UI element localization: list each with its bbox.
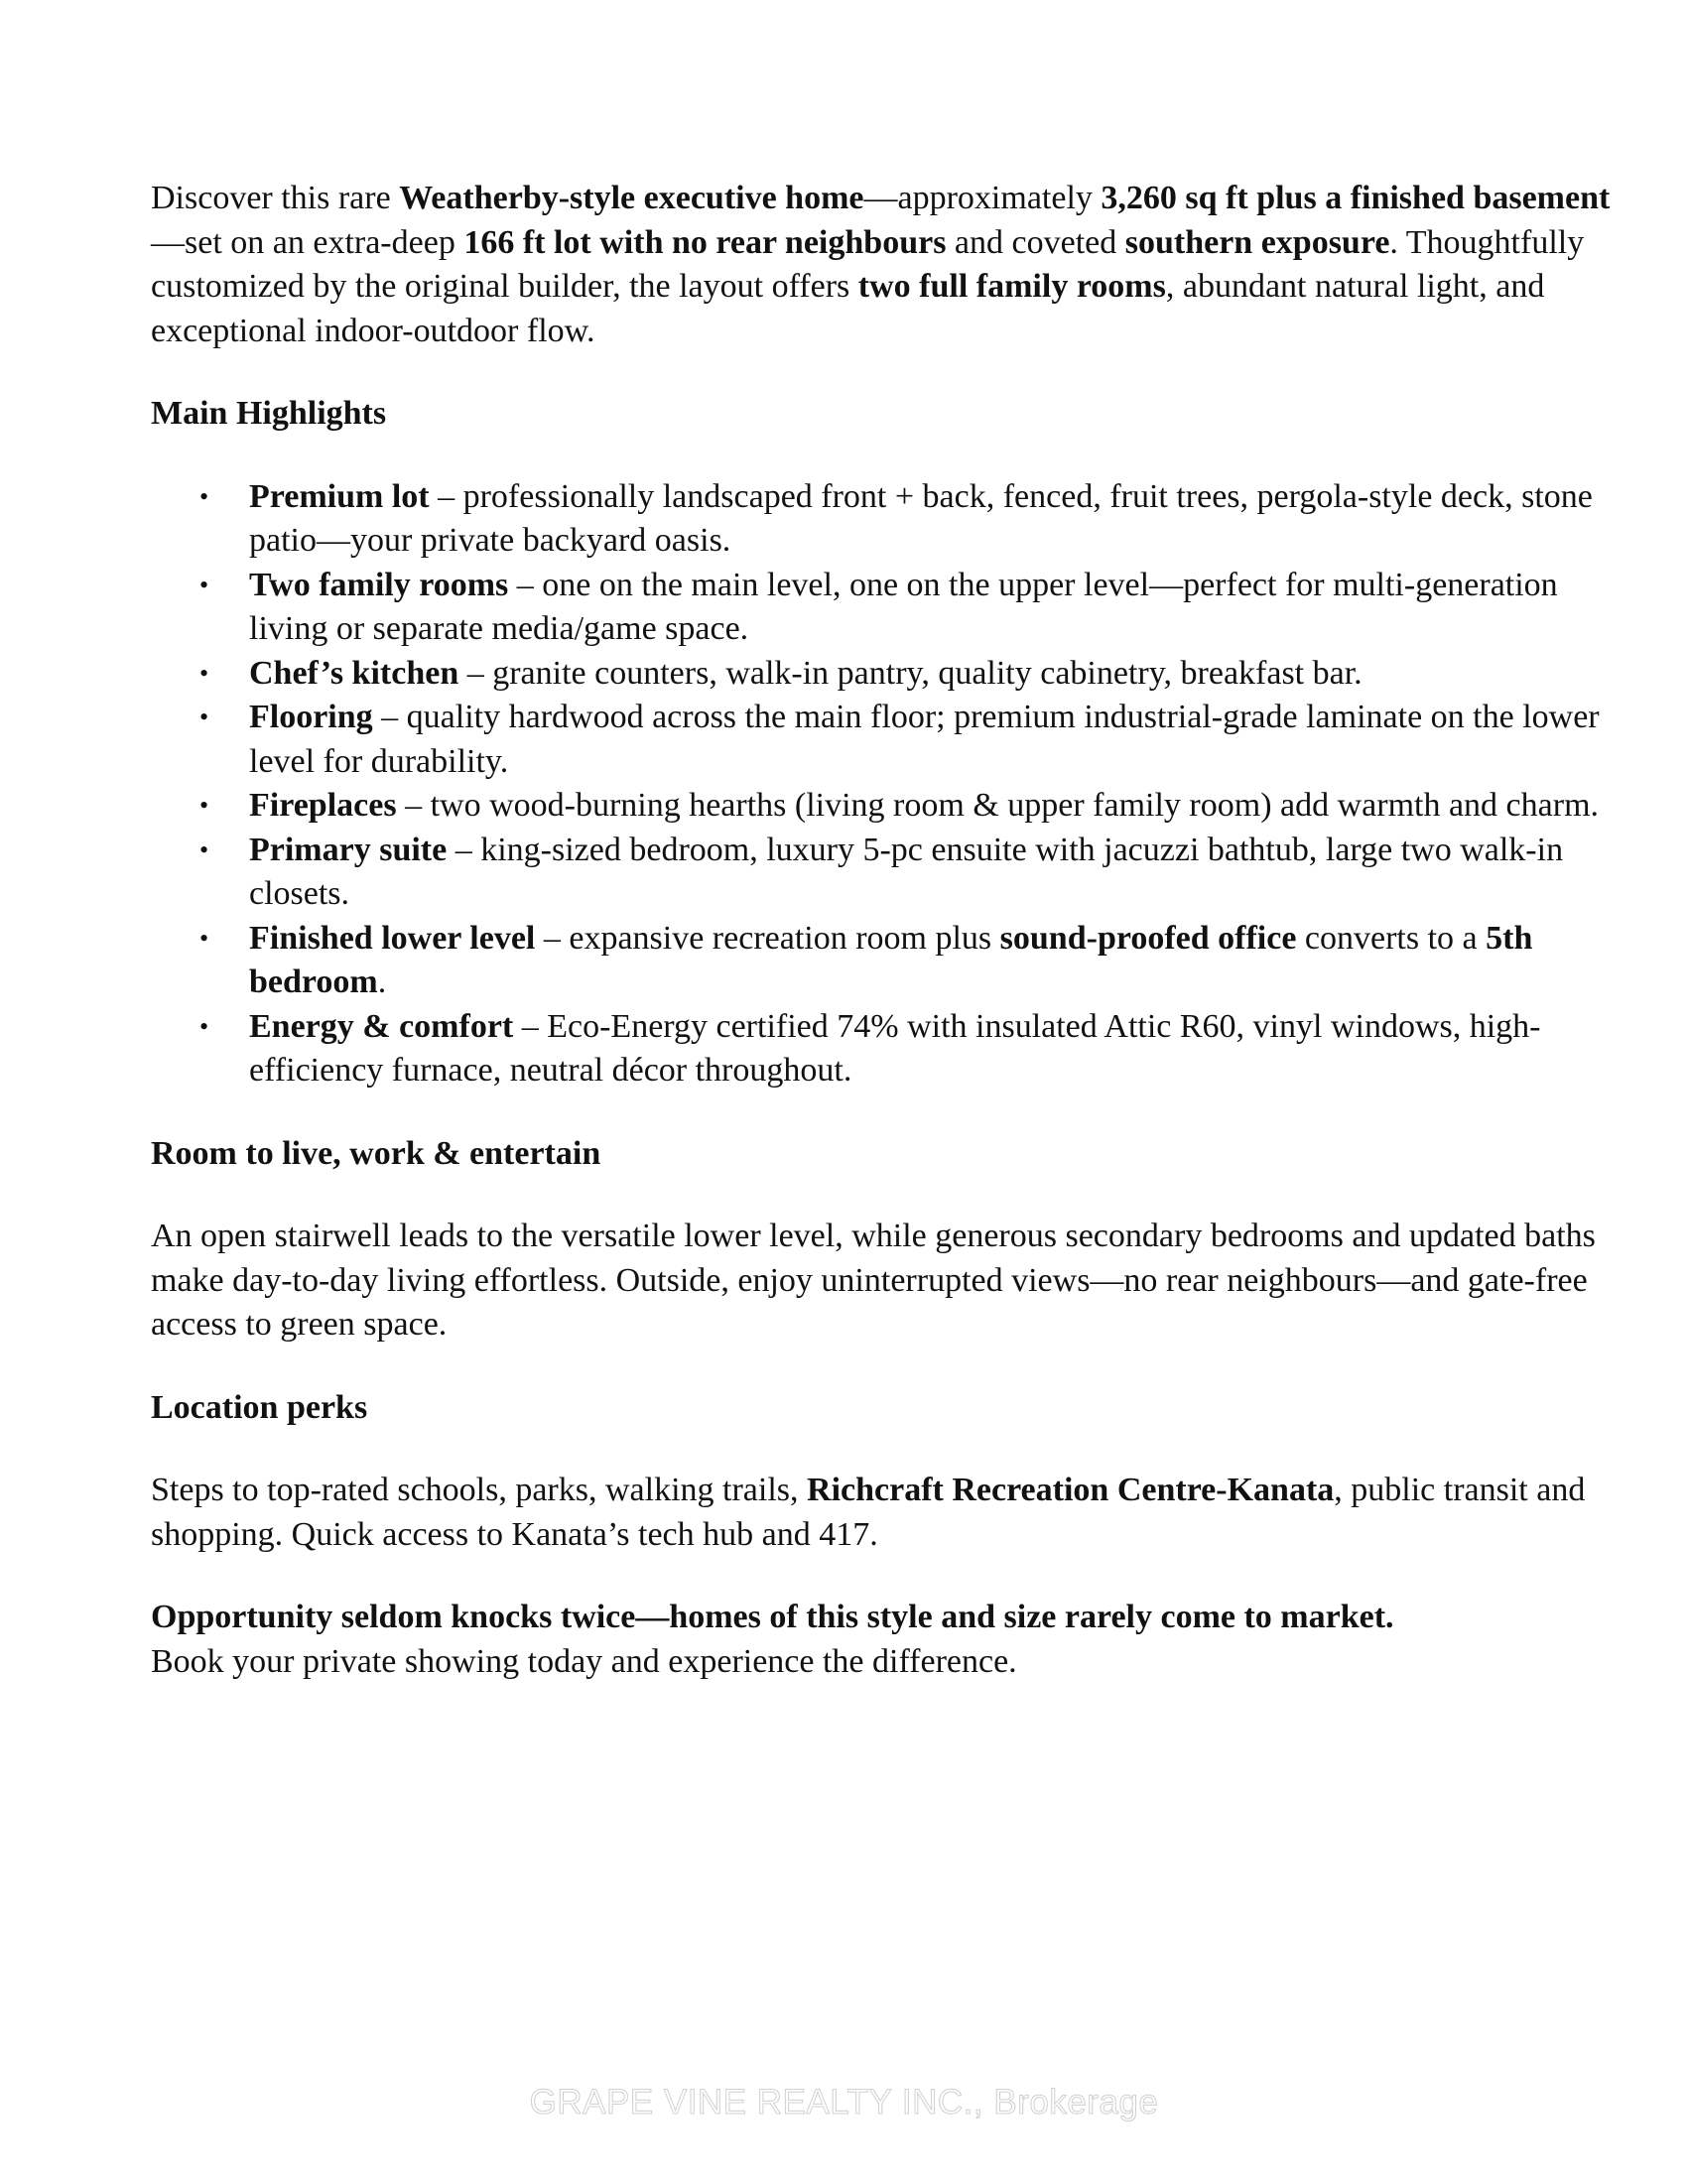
list-item <box>249 696 1629 784</box>
highlight-text: . <box>377 964 387 1000</box>
list-item <box>249 917 1629 1005</box>
intro-bold-family-rooms: two full family rooms <box>857 268 1166 305</box>
intro-bold-lot: 166 ft lot with no rear neighbours <box>463 223 947 261</box>
intro-bold-style: Weatherby-style executive home <box>399 180 864 216</box>
section-heading-live: Room to live, work & entertain <box>151 1134 601 1172</box>
list-item <box>249 829 1629 917</box>
closing-paragraph <box>151 1596 1629 1684</box>
list-item <box>249 564 1629 652</box>
highlight-title: Chef’s kitchen <box>249 654 459 692</box>
intro-text: , abundant natural light, and exceptional indoor-outdoor flow. <box>151 268 1545 349</box>
highlight-text: – professionally landscaped front + back, fenced, fruit trees, pergola-style deck, stone patio—your private backyard oasis. <box>249 477 1593 559</box>
list-item <box>249 475 1629 564</box>
list-item <box>249 784 1629 829</box>
highlight-title: Two family rooms <box>249 566 509 603</box>
highlight-text: – two wood-burning hearths (living room & upper family room) add warmth and charm. <box>396 787 1600 824</box>
section-heading-location: Location perks <box>151 1388 368 1426</box>
intro-bold-exposure: southern exposure <box>1124 223 1390 261</box>
highlight-text: – one on the main level, one on the upper level—perfect for multi-generation living or separate media/game space. <box>249 566 1558 647</box>
highlight-text: – king-sized bedroom, luxury 5-pc ensuite with jacuzzi bathtub, large two walk-in closets. <box>249 831 1564 912</box>
location-text: , public transit and shopping. Quick access to Kanata’s tech hub and 417. <box>151 1472 1586 1553</box>
highlights-list <box>151 475 1629 1093</box>
highlight-bold-bedroom: 5th bedroom <box>249 919 1533 1000</box>
intro-text: —set on an extra-deep <box>151 223 464 261</box>
location-bold-centre: Richcraft Recreation Centre-Kanata <box>807 1472 1335 1508</box>
closing-text: Book your private showing today and experience the difference. <box>151 1642 1017 1680</box>
intro-paragraph <box>151 177 1629 353</box>
location-text: Steps to top-rated schools, parks, walking trails, <box>151 1472 808 1508</box>
highlight-title: Premium lot <box>249 477 430 515</box>
intro-text: Discover this rare <box>151 180 400 216</box>
live-paragraph: An open stairwell leads to the versatile lower level, while generous secondary bedrooms and updated baths make day-to-day living effortless. Outside, enjoy uninterrupted views—no rear neighbours—and gate-free access to green space. <box>151 1218 1596 1343</box>
intro-text: and coveted <box>946 223 1125 261</box>
highlight-title: Energy & comfort <box>249 1007 514 1045</box>
highlight-text: – expansive recreation room plus <box>535 919 1000 957</box>
highlight-bold-office: sound-proofed office <box>999 919 1297 957</box>
section-heading-highlights: Main Highlights <box>151 395 387 432</box>
highlight-text: – Eco-Energy certified 74% with insulated Attic R60, vinyl windows, high-efficiency furnace, neutral décor throughout. <box>249 1007 1541 1089</box>
closing-bold: Opportunity seldom knocks twice—homes of this style and size rarely come to market. <box>151 1599 1394 1635</box>
brokerage-watermark: GRAPE VINE REALTY INC., Brokerage <box>529 2083 1159 2121</box>
location-paragraph <box>151 1469 1629 1557</box>
intro-bold-size: 3,260 sq ft plus a finished basement <box>1101 180 1611 216</box>
list-item <box>249 1005 1629 1093</box>
intro-text: —approximately <box>863 180 1102 216</box>
highlight-title: Flooring <box>249 699 373 735</box>
highlight-text: – quality hardwood across the main floor; premium industrial-grade laminate on the lower level for durability. <box>249 699 1600 780</box>
intro-text: . Thoughtfully customized by the original builder, the layout offers <box>151 223 1585 305</box>
list-item <box>249 652 1629 697</box>
highlight-text: – granite counters, walk-in pantry, quality cabinetry, breakfast bar. <box>458 654 1363 692</box>
highlight-title: Fireplaces <box>249 787 397 824</box>
highlight-text: converts to a <box>1296 919 1487 957</box>
listing-document <box>151 177 1629 1684</box>
highlight-title: Finished lower level <box>249 919 536 957</box>
highlight-title: Primary suite <box>249 831 448 868</box>
